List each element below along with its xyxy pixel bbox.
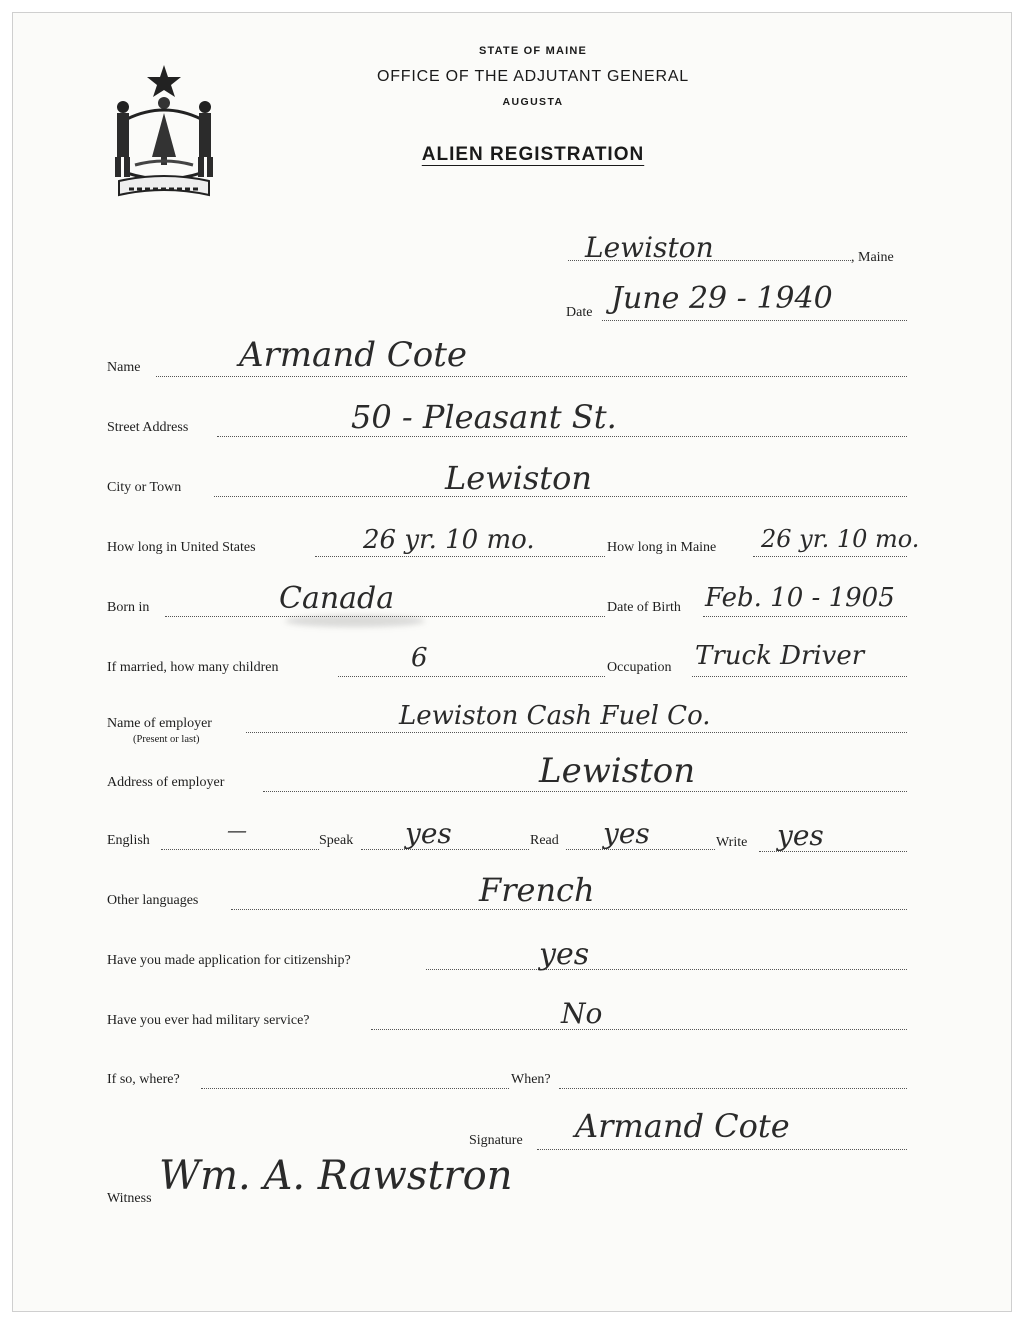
registration-form bbox=[12, 12, 1012, 1312]
street-value: 50 - Pleasant St. bbox=[351, 398, 617, 436]
form-title: ALIEN REGISTRATION bbox=[421, 144, 645, 165]
military-line bbox=[371, 1029, 907, 1030]
children-value: 6 bbox=[411, 643, 428, 673]
city-value: Lewiston bbox=[445, 459, 592, 497]
maine-duration-label: How long in Maine bbox=[607, 540, 717, 555]
employer-value: Lewiston Cash Fuel Co. bbox=[399, 701, 711, 731]
children-label: If married, how many children bbox=[107, 660, 279, 675]
signature-value: Armand Cote bbox=[575, 1107, 790, 1145]
dob-label: Date of Birth bbox=[607, 600, 681, 615]
witness-label: Witness bbox=[107, 1191, 152, 1206]
signature-line bbox=[537, 1149, 907, 1150]
maine-seal-icon bbox=[105, 61, 223, 201]
speak-value: yes bbox=[405, 817, 452, 850]
citizenship-value: yes bbox=[539, 937, 590, 972]
name-value: Armand Cote bbox=[239, 335, 468, 375]
occupation-value: Truck Driver bbox=[695, 641, 865, 671]
maine-duration-line bbox=[753, 556, 907, 557]
employer-label: Name of employer bbox=[107, 716, 212, 731]
citizenship-line bbox=[426, 969, 907, 970]
name-line bbox=[156, 376, 907, 377]
state-heading: STATE OF MAINE bbox=[478, 45, 588, 57]
us-duration-value: 26 yr. 10 mo. bbox=[363, 525, 535, 555]
street-label: Street Address bbox=[107, 420, 189, 435]
employer-line bbox=[246, 732, 907, 733]
us-duration-line bbox=[315, 556, 605, 557]
maine-suffix: , Maine bbox=[851, 250, 894, 265]
other-languages-line bbox=[231, 909, 907, 910]
speak-label: Speak bbox=[319, 833, 354, 848]
dob-value: Feb. 10 - 1905 bbox=[705, 583, 895, 613]
other-languages-label: Other languages bbox=[107, 893, 199, 908]
english-label: English bbox=[107, 833, 150, 848]
military-label: Have you ever had military service? bbox=[107, 1013, 310, 1028]
write-label: Write bbox=[716, 835, 748, 850]
place-value: Lewiston bbox=[585, 231, 714, 264]
read-label: Read bbox=[530, 833, 559, 848]
where-line bbox=[201, 1088, 509, 1089]
when-line bbox=[559, 1088, 907, 1089]
read-value: yes bbox=[603, 817, 650, 850]
employer-address-value: Lewiston bbox=[539, 751, 696, 791]
date-value: June 29 - 1940 bbox=[611, 281, 833, 316]
name-label: Name bbox=[107, 360, 141, 375]
occupation-label: Occupation bbox=[607, 660, 672, 675]
date-line bbox=[602, 320, 907, 321]
witness-value: Wm. A. Rawstron bbox=[159, 1153, 513, 1199]
maine-duration-value: 26 yr. 10 mo. bbox=[761, 525, 920, 553]
city-heading: AUGUSTA bbox=[502, 96, 564, 108]
signature-label: Signature bbox=[469, 1133, 523, 1148]
write-value: yes bbox=[777, 819, 824, 852]
employer-address-label: Address of employer bbox=[107, 775, 225, 790]
dob-line bbox=[703, 616, 907, 617]
when-label: When? bbox=[511, 1072, 551, 1087]
employer-address-line bbox=[263, 791, 907, 792]
date-label: Date bbox=[566, 305, 593, 320]
born-in-value: Canada bbox=[279, 581, 395, 616]
born-in-label: Born in bbox=[107, 600, 150, 615]
ink-smudge bbox=[285, 615, 425, 627]
military-value: No bbox=[561, 997, 603, 1030]
children-line bbox=[338, 676, 605, 677]
city-label: City or Town bbox=[107, 480, 182, 495]
english-value: — bbox=[227, 818, 247, 842]
us-duration-label: How long in United States bbox=[107, 540, 256, 555]
citizenship-label: Have you made application for citizenship? bbox=[107, 953, 351, 968]
english-line bbox=[161, 849, 319, 850]
occupation-line bbox=[692, 676, 907, 677]
employer-sublabel: (Present or last) bbox=[133, 734, 200, 745]
street-line bbox=[217, 436, 907, 437]
other-languages-value: French bbox=[479, 871, 595, 909]
where-label: If so, where? bbox=[107, 1072, 180, 1087]
office-heading: OFFICE OF THE ADJUTANT GENERAL bbox=[376, 68, 690, 85]
